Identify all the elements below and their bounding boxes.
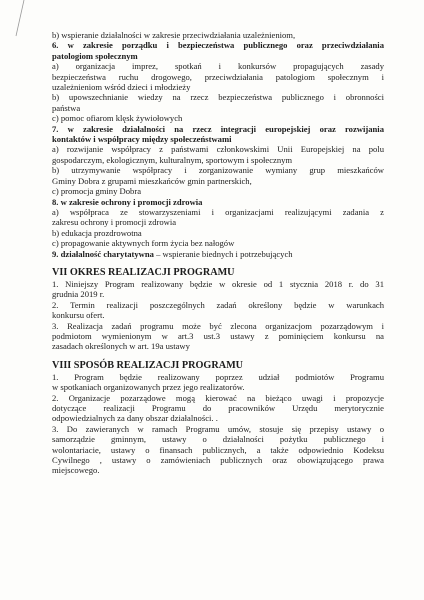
section-7-body: [52, 279, 384, 352]
text-line: Gminy Dobra z grupami mieszkańców gmin partnerskich,: [52, 175, 252, 186]
text-line: kontaktów i współpracy między społeczeństwami: [52, 134, 232, 145]
text-line: 2. Termin realizacji poszczególnych zadań określony będzie w warunkach: [52, 299, 384, 310]
text-line: c) promocja gminy Dobra: [52, 186, 142, 197]
text-line: a) rozwijanie współpracy z państwami członkowskimi Unii Europejskiej na polu: [52, 144, 384, 155]
text-line: 8. w zakresie ochrony i promocji zdrowia: [52, 196, 203, 207]
fold-mark: [14, 0, 54, 40]
text-line: 3. Realizacja zadań programu może być zlecona organizacjom pozarządowym i: [52, 320, 384, 331]
text-line: uzależnieniom wśród dzieci i młodzieży: [52, 82, 191, 93]
text-line: grudnia 2019 r.: [52, 289, 105, 300]
text-line: zasadach określonych w art. 19a ustawy: [52, 341, 190, 352]
text-line: 6. w zakresie porządku i bezpieczeństwa publicznego oraz przeciwdziałania: [52, 40, 384, 51]
text-line: gospodarczym, ekologicznym, kulturalnym, sportowym i społecznym: [52, 154, 293, 165]
document-body: [52, 30, 384, 476]
text-bold-part: 9. działalność charytatywna: [52, 248, 154, 259]
text-line: odpowiedzialnych za dany obszar działalności. .: [52, 413, 218, 424]
text-line: wolontariacie, ustawy o finansach publicznych, a także odpowiednio Kodeksu: [52, 444, 384, 455]
section-7-title: VII OKRES REALIZACJI PROGRAMU: [52, 266, 235, 278]
section-8-title: VIII SPOSÓB REALIZACJI PROGRAMU: [52, 359, 244, 371]
text-line: patologiom społecznym: [52, 50, 138, 61]
text-rest-part: – wspieranie biednych i potrzebujących: [153, 248, 293, 259]
text-line: Cywilnego , ustawy o zamówieniach publicznych oraz obowiązującego prawa: [52, 455, 384, 466]
text-line: a) współpraca ze stowarzyszeniami i organizacjami realizującymi zadania z: [52, 206, 384, 217]
text-line: b) upowszechnianie wiedzy na rzecz bezpieczeństwa publicznego i obronności: [52, 92, 384, 103]
section-8-body: [52, 372, 384, 476]
text-line: konkursu ofert.: [52, 310, 105, 321]
text-line: zakresu ochrony i promocji zdrowia: [52, 217, 177, 228]
text-line: samorządzie gminnym, ustawy o działalności pożytku publicznego i: [52, 434, 384, 445]
text-line: c) propagowanie aktywnych form życia bez nałogów: [52, 238, 235, 249]
text-line: 3. Do zawieranych w ramach Programu umów, stosuje się przepisy ustawy o: [52, 423, 384, 434]
text-line: podmiotom wymienionym w art.3 ust.3 ustawy z pominięciem konkursu na: [52, 330, 384, 341]
text-line: [52, 249, 384, 259]
text-line: dotyczące realizacji Programu do pracowników Urzędu merytorycznie: [52, 403, 384, 413]
text-line: b) edukacja prozdrowotna: [52, 227, 142, 238]
text-line: państwa: [52, 102, 81, 113]
section-6-9-list: [52, 30, 384, 259]
text-line: 7. w zakresie działalności na rzecz integracji europejskiej oraz rozwijania: [52, 123, 384, 134]
text-line: a) organizacja imprez, spotkań i konkursów propagujących zasady: [52, 61, 384, 72]
text-line: 2. Organizacje pozarządowe mogą kierować na bieżąco uwagi i propozycje: [52, 392, 384, 403]
text-line: c) pomoc ofiarom klęsk żywiołowych: [52, 113, 183, 124]
text-line: miejscowego.: [52, 465, 100, 476]
text-line: w spotkaniach organizowanych przez jego realizatorów.: [52, 382, 245, 393]
text-line: bezpieczeństwa ruchu drogowego, przeciwdziałania patologiom społecznym i: [52, 71, 384, 82]
text-line: b) utrzymywanie współpracy i zorganizowanie wymiany grup mieszkańców: [52, 165, 384, 176]
text-line: 1. Program będzie realizowany poprzez udział podmiotów Programu: [52, 371, 384, 382]
text-line: 1. Niniejszy Program realizowany będzie w okresie od 1 stycznia 2018 r. do 31: [52, 278, 384, 289]
text-line: b) wspieranie działalności w zakresie przeciwdziałania uzależnieniom,: [52, 30, 296, 40]
